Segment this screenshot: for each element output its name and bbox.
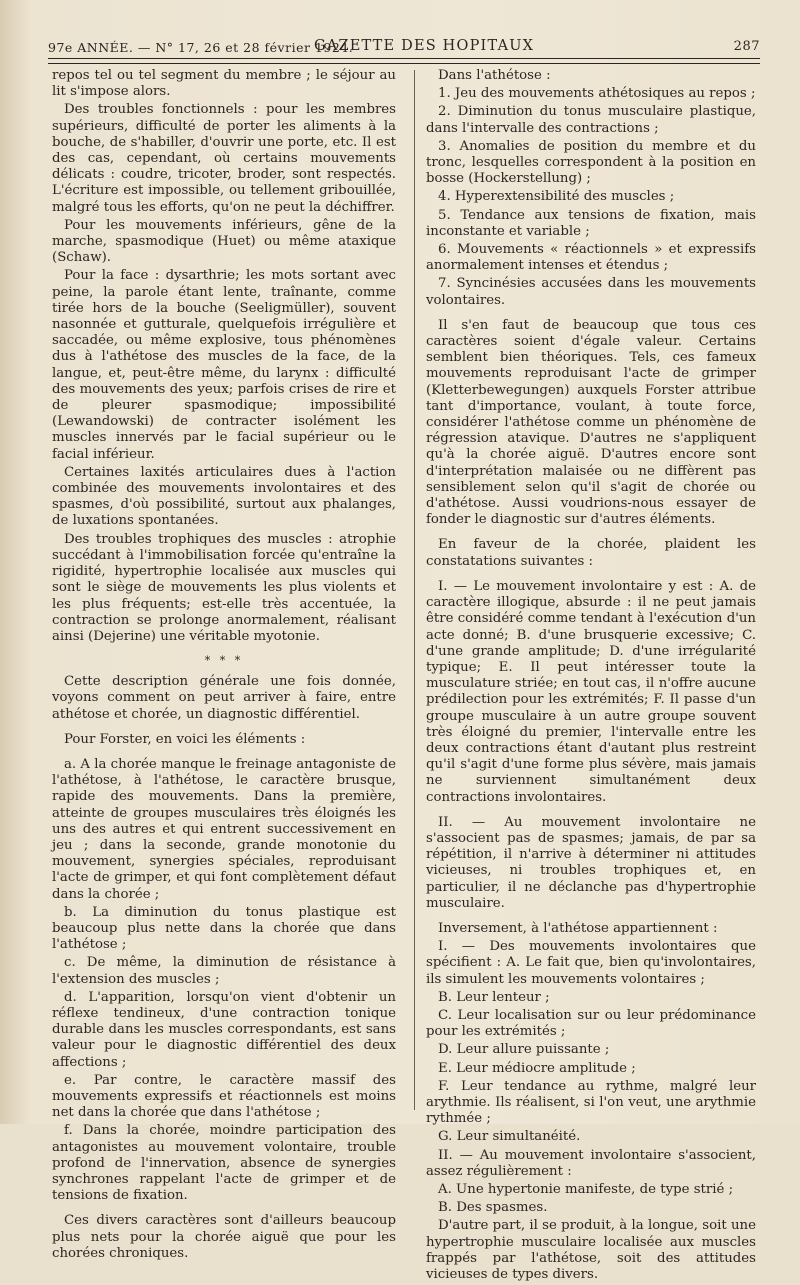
- running-header: [48, 36, 760, 58]
- list-item: G. Leur simultanéité.: [438, 1129, 581, 1145]
- header-rule-thin: [48, 63, 760, 64]
- paragraph: Certaines laxités articulaires dues à l'action combinée des mouvements involontaires et des spasmes, d'où possibilité, surtout aux phalanges, de luxations spontanées.: [52, 464, 396, 529]
- paragraph: b. La diminution du tonus plastique est beaucoup plus nette dans la chorée que dans l'athétose ;: [52, 904, 396, 953]
- paragraph: En faveur de la chorée, plaident les constatations suivantes :: [426, 537, 756, 569]
- list-item: 6. Mouvements « réactionnels » et expressifs anormalement intenses et étendus ;: [426, 242, 756, 274]
- paragraph: II. — Au mouvement involontaire s'associent, assez régulièrement :: [426, 1147, 756, 1179]
- paragraph: Pour la face : dysarthrie; les mots sortant avec peine, la parole étant lente, traînante, comme tirée hors de la bouche (Seeligmüller), souvent nasonnée et gutturale, quelquefois irrégulière et saccadée, ou même explosive, tous phénomènes dus à l'athétose des muscles de la face, de la langue, et, peut-être même, du larynx : difficulté des mouvements des yeux; parfois crises de rire et de pleurer spasmodique; impossibilité (Lewandowski) de contracter isolément les muscles innervés par le facial supérieur ou le facial inférieur.: [52, 268, 396, 462]
- paragraph: Pour Forster, en voici les éléments :: [64, 731, 306, 747]
- page-number: 287: [733, 39, 760, 54]
- issue-info: 97e ANNÉE. — N° 17, 26 et 28 février 1924.: [48, 40, 354, 55]
- list-item: B. Des spasmes.: [438, 1200, 548, 1216]
- paragraph: I. — Des mouvements involontaires que spécifient : A. Le fait que, bien qu'involontaires, ils simulent les mouvements volontaires ;: [426, 939, 756, 987]
- paragraph: I. — Le mouvement involontaire y est : A. de caractère illogique, absurde : il ne peut jamais être considéré comme tendant à l'exécution d'un acte donné; B. d'une brusquerie excessive; C. d'une grande amplitude; D. d'une irrégularité typique; E. Il peut intéresser toute la musculature striée; en tout cas, il n'offre aucune prédilection pour les extrémités; F. Il passe d'un groupe musculaire à un autre groupe souvent très éloigné du premier, l'intervalle entre les deux contractions étant d'autant plus restreint qu'il s'agit d'une forme plus sévère, mais jamais ne surviennent simultanément deux contractions involontaires.: [426, 578, 756, 805]
- paragraph: Des troubles trophiques des muscles : atrophie succédant à l'immobilisation forcée qu'entraîne la rigidité, hypertrophie localisée aux muscles qui sont le siège de mouvements les plus violents et les plus fréquents; est-elle très accentuée, la contraction se prolonge anormalement, réalisant ainsi (Dejerine) une véritable myotonie.: [52, 531, 396, 644]
- section-separator: * * *: [204, 654, 244, 668]
- list-item: D. Leur allure puissante ;: [438, 1042, 610, 1058]
- list-item: 1. Jeu des mouvements athétosiques au repos ;: [438, 86, 756, 102]
- journal-title: GAZETTE DES HOPITAUX: [314, 38, 535, 54]
- paragraph: Cette description générale une fois donnée, voyons comment on peut arriver à faire, entre athétose et chorée, un diagnostic différentiel.: [52, 674, 396, 722]
- paragraph: e. Par contre, le caractère massif des mouvements expressifs et réactionnels est moins net dans la chorée que dans l'athétose ;: [52, 1072, 396, 1121]
- paragraph: Dans l'athétose :: [438, 68, 551, 83]
- list-item: F. Leur tendance au rythme, malgré leur arythmie. Ils réalisent, si l'on veut, une arythmie rythmée ;: [426, 1078, 756, 1127]
- column-divider: [414, 70, 415, 1110]
- list-item: E. Leur médiocre amplitude ;: [438, 1060, 636, 1076]
- list-item: 4. Hyperextensibilité des muscles ;: [438, 189, 675, 205]
- paragraph: a. A la chorée manque le freinage antagoniste de l'athétose, à l'athétose, le caractère brusque, rapide des mouvements. Dans la première, atteinte de groupes musculaires très éloignés les uns des autres et qui entrent successivement en jeu ; dans la seconde, grande monotonie du mouvement, synergies spéciales, reproduisant l'acte de grimper, et qui font complètement défaut dans la chorée ;: [52, 756, 396, 902]
- paragraph: Ces divers caractères sont d'ailleurs beaucoup plus nets pour la chorée aiguë que pour les chorées chroniques.: [52, 1213, 396, 1261]
- paragraph: f. Dans la chorée, moindre participation des antagonistes au mouvement volontaire, trouble profond de l'innervation, absence de synergies synchrones rappelant l'acte de grimper et de tensions de fixation.: [52, 1123, 396, 1204]
- paragraph: Pour les mouvements inférieurs, gêne de la marche, spasmodique (Huet) ou même ataxique (Schaw).: [52, 217, 396, 266]
- paragraph: repos tel ou tel segment du membre ; le séjour au lit s'impose alors.: [52, 68, 396, 100]
- header-rule: [48, 58, 760, 59]
- list-item: 5. Tendance aux tensions de fixation, mais inconstante et variable ;: [426, 207, 756, 239]
- list-item: C. Leur localisation sur ou leur prédominance pour les extrémités ;: [426, 1007, 756, 1040]
- list-item: 2. Diminution du tonus musculaire plastique, dans l'intervalle des contractions ;: [426, 104, 756, 136]
- list-item: 7. Syncinésies accusées dans les mouvements volontaires.: [426, 276, 756, 308]
- paragraph: Inversement, à l'athétose appartiennent :: [438, 920, 718, 936]
- paragraph: d. L'apparition, lorsqu'on vient d'obtenir un réflexe tendineux, d'une contraction tonique durable dans les muscles correspondants, est sans valeur pour le diagnostic différentiel des deux affections ;: [52, 989, 396, 1070]
- right-column: [426, 68, 756, 1285]
- list-item: B. Leur lenteur ;: [438, 989, 550, 1005]
- paragraph: Des troubles fonctionnels : pour les membres supérieurs, difficulté de porter les aliments à la bouche, de s'habiller, d'ouvrir une porte, etc. Il est des cas, cependant, où certains mouvements délicats : coudre, tricoter, broder, sont respectés. L'écriture est impossible, ou tellement gribouillée, malgré tous les efforts, qu'on ne peut la déchiffrer.: [52, 102, 396, 215]
- paragraph: Il s'en faut de beaucoup que tous ces caractères soient d'égale valeur. Certains semblent bien théoriques. Tels, ces fameux mouvements reproduisant l'acte de grimper (Kletterbewegungen) auxquels Forster attribue tant d'importance, voulant, à toute force, considérer l'athétose comme un phénomène de régression atavique. D'autres ne s'appliquent qu'à la chorée aiguë. D'autres encore sont d'interprétation malaisée ou ne diffèrent pas sensiblement selon qu'il s'agit de chorée ou d'athétose. Aussi voudrions-nous essayer de fonder le diagnostic sur d'autres éléments.: [426, 317, 756, 528]
- paragraph: c. De même, la diminution de résistance à l'extension des muscles ;: [52, 955, 396, 987]
- list-item: A. Une hypertonie manifeste, de type strié ;: [438, 1182, 734, 1197]
- paragraph: II. — Au mouvement involontaire ne s'associent pas de spasmes; jamais, de par sa répétition, il n'arrive à déterminer ni attitudes vicieuses, ni troubles trophiques et, en particulier, il ne déclanche pas d'hypertrophie musculaire.: [426, 814, 756, 911]
- left-column: [52, 68, 396, 1264]
- paragraph: D'autre part, il se produit, à la longue, soit une hypertrophie musculaire localisée aux muscles frappés par l'athétose, soit des attitudes vicieuses de types divers.: [426, 1218, 756, 1283]
- list-item: 3. Anomalies de position du membre et du tronc, lesquelles correspondent à la position en bosse (Hockerstellung) ;: [426, 138, 756, 187]
